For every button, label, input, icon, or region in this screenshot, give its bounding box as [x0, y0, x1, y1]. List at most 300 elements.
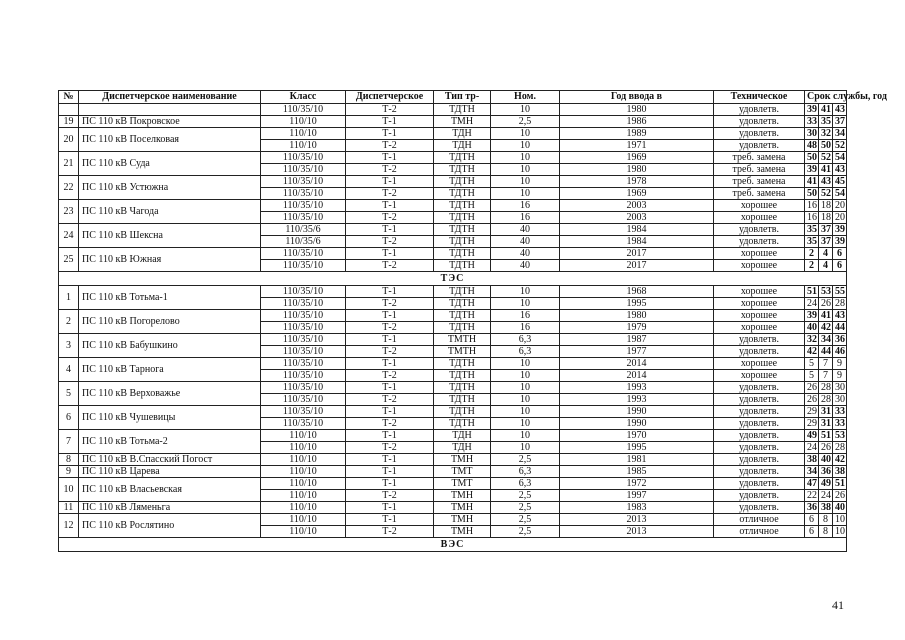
life-3-cell: 6 [833, 260, 847, 272]
condition-cell: треб. замена [714, 176, 805, 188]
year-cell: 1989 [560, 128, 714, 140]
type-cell: ТДТН [434, 418, 491, 430]
condition-cell: удовлетв. [714, 478, 805, 490]
type-cell: ТДТН [434, 322, 491, 334]
type-cell: ТДТН [434, 406, 491, 418]
class-cell: 110/35/10 [261, 176, 346, 188]
life-3-cell: 38 [833, 466, 847, 478]
dispatch-cell: Т-2 [346, 490, 434, 502]
type-cell: ТДТН [434, 152, 491, 164]
dispatch-cell: Т-1 [346, 454, 434, 466]
class-cell: 110/10 [261, 128, 346, 140]
year-cell: 2013 [560, 514, 714, 526]
year-cell: 1969 [560, 152, 714, 164]
condition-cell: удовлетв. [714, 394, 805, 406]
life-3-cell: 10 [833, 526, 847, 538]
type-cell: ТМН [434, 116, 491, 128]
nominal-cell: 6,3 [491, 466, 560, 478]
type-cell: ТДТН [434, 176, 491, 188]
life-3-cell: 33 [833, 406, 847, 418]
condition-cell: удовлетв. [714, 502, 805, 514]
name-cell: ПС 110 кВ Южная [79, 248, 261, 272]
class-cell: 110/35/10 [261, 104, 346, 116]
class-cell: 110/10 [261, 140, 346, 152]
dispatch-cell: Т-2 [346, 418, 434, 430]
year-cell: 1972 [560, 478, 714, 490]
life-1-cell: 40 [805, 322, 819, 334]
condition-cell: хорошее [714, 322, 805, 334]
life-2-cell: 4 [819, 260, 833, 272]
type-cell: ТДТН [434, 104, 491, 116]
number-cell: 23 [59, 200, 79, 224]
type-cell: ТДТН [434, 358, 491, 370]
name-cell: ПС 110 кВ Погорелово [79, 310, 261, 334]
class-cell: 110/10 [261, 430, 346, 442]
life-1-cell: 33 [805, 116, 819, 128]
name-cell: ПС 110 кВ Бабушкино [79, 334, 261, 358]
life-3-cell: 45 [833, 176, 847, 188]
table-row [59, 406, 847, 418]
life-3-cell: 42 [833, 454, 847, 466]
number-cell: 24 [59, 224, 79, 248]
substation-table [58, 90, 887, 552]
number-cell: 11 [59, 502, 79, 514]
life-1-cell: 50 [805, 152, 819, 164]
life-1-cell: 6 [805, 526, 819, 538]
nominal-cell: 2,5 [491, 490, 560, 502]
life-1-cell: 42 [805, 346, 819, 358]
life-3-cell: 10 [833, 514, 847, 526]
nominal-cell: 10 [491, 152, 560, 164]
condition-cell: хорошее [714, 370, 805, 382]
type-cell: ТДН [434, 128, 491, 140]
type-cell: ТДТН [434, 260, 491, 272]
type-cell: ТМТН [434, 346, 491, 358]
life-3-cell: 20 [833, 200, 847, 212]
dispatch-cell: Т-1 [346, 224, 434, 236]
life-1-cell: 5 [805, 370, 819, 382]
life-3-cell: 30 [833, 394, 847, 406]
section-title: ВЭС [59, 538, 847, 552]
dispatch-cell: Т-2 [346, 188, 434, 200]
nominal-cell: 10 [491, 382, 560, 394]
nominal-cell: 40 [491, 224, 560, 236]
year-cell: 2013 [560, 526, 714, 538]
table-row [59, 334, 847, 346]
life-3-cell: 37 [833, 116, 847, 128]
number-cell: 20 [59, 128, 79, 152]
year-cell: 1969 [560, 188, 714, 200]
nominal-cell: 10 [491, 188, 560, 200]
life-2-cell: 38 [819, 502, 833, 514]
life-3-cell: 20 [833, 212, 847, 224]
nominal-cell: 40 [491, 236, 560, 248]
class-cell: 110/35/10 [261, 164, 346, 176]
class-cell: 110/35/10 [261, 260, 346, 272]
nominal-cell: 2,5 [491, 116, 560, 128]
class-cell: 110/10 [261, 526, 346, 538]
nominal-cell: 6,3 [491, 478, 560, 490]
nominal-cell: 2,5 [491, 454, 560, 466]
type-cell: ТДТН [434, 286, 491, 298]
class-cell: 110/35/10 [261, 418, 346, 430]
name-cell: ПС 110 кВ В.Спасский Погост [79, 454, 261, 466]
nominal-cell: 10 [491, 128, 560, 140]
life-1-cell: 26 [805, 394, 819, 406]
type-cell: ТДТН [434, 298, 491, 310]
condition-cell: хорошее [714, 358, 805, 370]
condition-cell: удовлетв. [714, 128, 805, 140]
class-cell: 110/35/10 [261, 406, 346, 418]
year-cell: 1990 [560, 406, 714, 418]
type-cell: ТДТН [434, 212, 491, 224]
nominal-cell: 10 [491, 104, 560, 116]
nominal-cell: 16 [491, 322, 560, 334]
year-cell: 2017 [560, 260, 714, 272]
nominal-cell: 10 [491, 430, 560, 442]
condition-cell: удовлетв. [714, 490, 805, 502]
number-cell: 7 [59, 430, 79, 454]
name-cell: ПС 110 кВ Тарнога [79, 358, 261, 382]
class-cell: 110/35/10 [261, 298, 346, 310]
class-cell: 110/35/10 [261, 286, 346, 298]
number-cell: 21 [59, 152, 79, 176]
life-3-cell: 30 [833, 382, 847, 394]
table-row [59, 310, 847, 322]
life-2-cell: 51 [819, 430, 833, 442]
condition-cell: отличное [714, 526, 805, 538]
number-cell: 5 [59, 382, 79, 406]
name-cell: ПС 110 кВ Чушевицы [79, 406, 261, 430]
number-cell: 10 [59, 478, 79, 502]
section-title: ТЭС [59, 272, 847, 286]
nominal-cell: 10 [491, 164, 560, 176]
type-cell: ТДТН [434, 370, 491, 382]
life-1-cell: 48 [805, 140, 819, 152]
class-cell: 110/35/10 [261, 248, 346, 260]
life-2-cell: 8 [819, 514, 833, 526]
table-row [59, 104, 847, 116]
life-2-cell: 42 [819, 322, 833, 334]
life-2-cell: 52 [819, 188, 833, 200]
name-cell: ПС 110 кВ Шексна [79, 224, 261, 248]
nominal-cell: 16 [491, 310, 560, 322]
class-cell: 110/35/10 [261, 152, 346, 164]
name-cell: ПС 110 кВ Ляменьга [79, 502, 261, 514]
class-cell: 110/10 [261, 454, 346, 466]
life-2-cell: 52 [819, 152, 833, 164]
number-cell: 9 [59, 466, 79, 478]
table-header-row [59, 91, 847, 104]
year-cell: 2003 [560, 212, 714, 224]
life-2-cell: 36 [819, 466, 833, 478]
dispatch-cell: Т-1 [346, 430, 434, 442]
class-cell: 110/35/10 [261, 382, 346, 394]
class-cell: 110/35/10 [261, 334, 346, 346]
life-2-cell: 53 [819, 286, 833, 298]
nominal-cell: 10 [491, 418, 560, 430]
dispatch-cell: Т-1 [346, 466, 434, 478]
table-row [59, 224, 847, 236]
condition-cell: треб. замена [714, 188, 805, 200]
class-cell: 110/35/10 [261, 394, 346, 406]
life-2-cell: 8 [819, 526, 833, 538]
life-3-cell: 36 [833, 334, 847, 346]
condition-cell: удовлетв. [714, 236, 805, 248]
nominal-cell: 40 [491, 260, 560, 272]
condition-cell: треб. замена [714, 152, 805, 164]
life-3-cell: 52 [833, 140, 847, 152]
life-3-cell: 54 [833, 188, 847, 200]
year-cell: 1997 [560, 490, 714, 502]
name-cell: ПС 110 кВ Суда [79, 152, 261, 176]
type-cell: ТМН [434, 514, 491, 526]
life-2-cell: 18 [819, 200, 833, 212]
condition-cell: хорошее [714, 248, 805, 260]
section-row [59, 272, 847, 286]
life-1-cell: 2 [805, 260, 819, 272]
class-cell: 110/10 [261, 478, 346, 490]
type-cell: ТДН [434, 140, 491, 152]
year-cell: 1978 [560, 176, 714, 188]
condition-cell: удовлетв. [714, 442, 805, 454]
dispatch-cell: Т-1 [346, 514, 434, 526]
dispatch-cell: Т-1 [346, 382, 434, 394]
life-1-cell: 29 [805, 406, 819, 418]
nominal-cell: 10 [491, 442, 560, 454]
table-row [59, 286, 847, 298]
condition-cell: удовлетв. [714, 430, 805, 442]
condition-cell: удовлетв. [714, 382, 805, 394]
type-cell: ТМН [434, 454, 491, 466]
type-cell: ТМН [434, 526, 491, 538]
nominal-cell: 2,5 [491, 502, 560, 514]
table-row [59, 382, 847, 394]
condition-cell: удовлетв. [714, 140, 805, 152]
life-2-cell: 28 [819, 382, 833, 394]
dispatch-cell: Т-1 [346, 334, 434, 346]
year-cell: 1986 [560, 116, 714, 128]
number-cell: 2 [59, 310, 79, 334]
class-cell: 110/35/10 [261, 346, 346, 358]
life-1-cell: 50 [805, 188, 819, 200]
header-condition: Техническое [714, 91, 805, 104]
dispatch-cell: Т-1 [346, 248, 434, 260]
nominal-cell: 2,5 [491, 514, 560, 526]
type-cell: ТДН [434, 442, 491, 454]
life-3-cell: 51 [833, 478, 847, 490]
condition-cell: удовлетв. [714, 346, 805, 358]
type-cell: ТМТ [434, 478, 491, 490]
condition-cell: удовлетв. [714, 418, 805, 430]
year-cell: 1995 [560, 442, 714, 454]
life-2-cell: 43 [819, 176, 833, 188]
name-cell [79, 104, 261, 116]
life-2-cell: 37 [819, 224, 833, 236]
year-cell: 1983 [560, 502, 714, 514]
table-row [59, 514, 847, 526]
table-row [59, 502, 847, 514]
year-cell: 1981 [560, 454, 714, 466]
life-2-cell: 31 [819, 406, 833, 418]
year-cell: 1987 [560, 334, 714, 346]
type-cell: ТМТ [434, 466, 491, 478]
section-row [59, 538, 847, 552]
table-row [59, 454, 847, 466]
dispatch-cell: Т-2 [346, 346, 434, 358]
type-cell: ТДТН [434, 394, 491, 406]
number-cell: 6 [59, 406, 79, 430]
life-3-cell: 6 [833, 248, 847, 260]
life-2-cell: 37 [819, 236, 833, 248]
life-1-cell: 24 [805, 298, 819, 310]
year-cell: 1968 [560, 286, 714, 298]
nominal-cell: 10 [491, 394, 560, 406]
dispatch-cell: Т-1 [346, 116, 434, 128]
year-cell: 1984 [560, 236, 714, 248]
class-cell: 110/35/10 [261, 188, 346, 200]
year-cell: 1980 [560, 310, 714, 322]
year-cell: 1980 [560, 104, 714, 116]
life-1-cell: 34 [805, 466, 819, 478]
condition-cell: хорошее [714, 310, 805, 322]
life-1-cell: 36 [805, 502, 819, 514]
life-2-cell: 35 [819, 116, 833, 128]
condition-cell: хорошее [714, 298, 805, 310]
life-3-cell: 39 [833, 224, 847, 236]
dispatch-cell: Т-1 [346, 176, 434, 188]
dispatch-cell: Т-1 [346, 310, 434, 322]
life-2-cell: 40 [819, 454, 833, 466]
header-year: Год ввода в [560, 91, 714, 104]
class-cell: 110/10 [261, 502, 346, 514]
condition-cell: треб. замена [714, 164, 805, 176]
year-cell: 2017 [560, 248, 714, 260]
header-number: № [59, 91, 79, 104]
life-3-cell: 46 [833, 346, 847, 358]
life-3-cell: 34 [833, 128, 847, 140]
life-3-cell: 55 [833, 286, 847, 298]
condition-cell: удовлетв. [714, 334, 805, 346]
type-cell: ТДТН [434, 382, 491, 394]
table-row [59, 152, 847, 164]
number-cell: 4 [59, 358, 79, 382]
year-cell: 1990 [560, 418, 714, 430]
dispatch-cell: Т-2 [346, 236, 434, 248]
name-cell: ПС 110 кВ Покровское [79, 116, 261, 128]
life-2-cell: 7 [819, 358, 833, 370]
type-cell: ТДН [434, 430, 491, 442]
number-cell: 1 [59, 286, 79, 310]
header-service-life: Срок службы, год [805, 91, 847, 104]
life-2-cell: 50 [819, 140, 833, 152]
name-cell: ПС 110 кВ Рослятино [79, 514, 261, 538]
nominal-cell: 6,3 [491, 346, 560, 358]
condition-cell: хорошее [714, 260, 805, 272]
year-cell: 1993 [560, 394, 714, 406]
year-cell: 2014 [560, 358, 714, 370]
condition-cell: удовлетв. [714, 454, 805, 466]
dispatch-cell: Т-2 [346, 212, 434, 224]
life-2-cell: 4 [819, 248, 833, 260]
page-number: 41 [832, 598, 844, 612]
type-cell: ТДТН [434, 164, 491, 176]
class-cell: 110/35/10 [261, 200, 346, 212]
life-3-cell: 39 [833, 236, 847, 248]
life-2-cell: 49 [819, 478, 833, 490]
life-3-cell: 54 [833, 152, 847, 164]
dispatch-cell: Т-2 [346, 298, 434, 310]
life-3-cell: 43 [833, 164, 847, 176]
life-1-cell: 2 [805, 248, 819, 260]
nominal-cell: 40 [491, 248, 560, 260]
condition-cell: отличное [714, 514, 805, 526]
name-cell: ПС 110 кВ Чагода [79, 200, 261, 224]
life-3-cell: 33 [833, 418, 847, 430]
type-cell: ТМН [434, 490, 491, 502]
nominal-cell: 2,5 [491, 526, 560, 538]
name-cell: ПС 110 кВ Власьевская [79, 478, 261, 502]
dispatch-cell: Т-2 [346, 104, 434, 116]
life-1-cell: 41 [805, 176, 819, 188]
life-1-cell: 35 [805, 224, 819, 236]
dispatch-cell: Т-1 [346, 128, 434, 140]
type-cell: ТДТН [434, 188, 491, 200]
year-cell: 1993 [560, 382, 714, 394]
life-2-cell: 7 [819, 370, 833, 382]
class-cell: 110/10 [261, 514, 346, 526]
name-cell: ПС 110 кВ Тотьма-2 [79, 430, 261, 454]
life-2-cell: 28 [819, 394, 833, 406]
life-1-cell: 26 [805, 382, 819, 394]
table-row [59, 466, 847, 478]
nominal-cell: 16 [491, 212, 560, 224]
nominal-cell: 10 [491, 370, 560, 382]
life-1-cell: 49 [805, 430, 819, 442]
name-cell: ПС 110 кВ Устюжна [79, 176, 261, 200]
life-2-cell: 41 [819, 310, 833, 322]
class-cell: 110/10 [261, 466, 346, 478]
dispatch-cell: Т-2 [346, 322, 434, 334]
year-cell: 1984 [560, 224, 714, 236]
nominal-cell: 16 [491, 200, 560, 212]
header-nominal: Ном. [491, 91, 560, 104]
life-1-cell: 16 [805, 212, 819, 224]
type-cell: ТДТН [434, 200, 491, 212]
dispatch-cell: Т-2 [346, 164, 434, 176]
life-2-cell: 24 [819, 490, 833, 502]
name-cell: ПС 110 кВ Верховажье [79, 382, 261, 406]
table-row [59, 478, 847, 490]
number-cell: 25 [59, 248, 79, 272]
condition-cell: хорошее [714, 212, 805, 224]
life-1-cell: 22 [805, 490, 819, 502]
life-2-cell: 34 [819, 334, 833, 346]
type-cell: ТДТН [434, 224, 491, 236]
life-2-cell: 31 [819, 418, 833, 430]
header-dispatch: Диспетчерское [346, 91, 434, 104]
year-cell: 1980 [560, 164, 714, 176]
life-3-cell: 9 [833, 358, 847, 370]
condition-cell: хорошее [714, 286, 805, 298]
table-row [59, 358, 847, 370]
condition-cell: удовлетв. [714, 104, 805, 116]
class-cell: 110/35/10 [261, 358, 346, 370]
nominal-cell: 10 [491, 286, 560, 298]
life-3-cell: 26 [833, 490, 847, 502]
header-dispatch-name: Диспетчерское наименование [79, 91, 261, 104]
dispatch-cell: Т-1 [346, 358, 434, 370]
